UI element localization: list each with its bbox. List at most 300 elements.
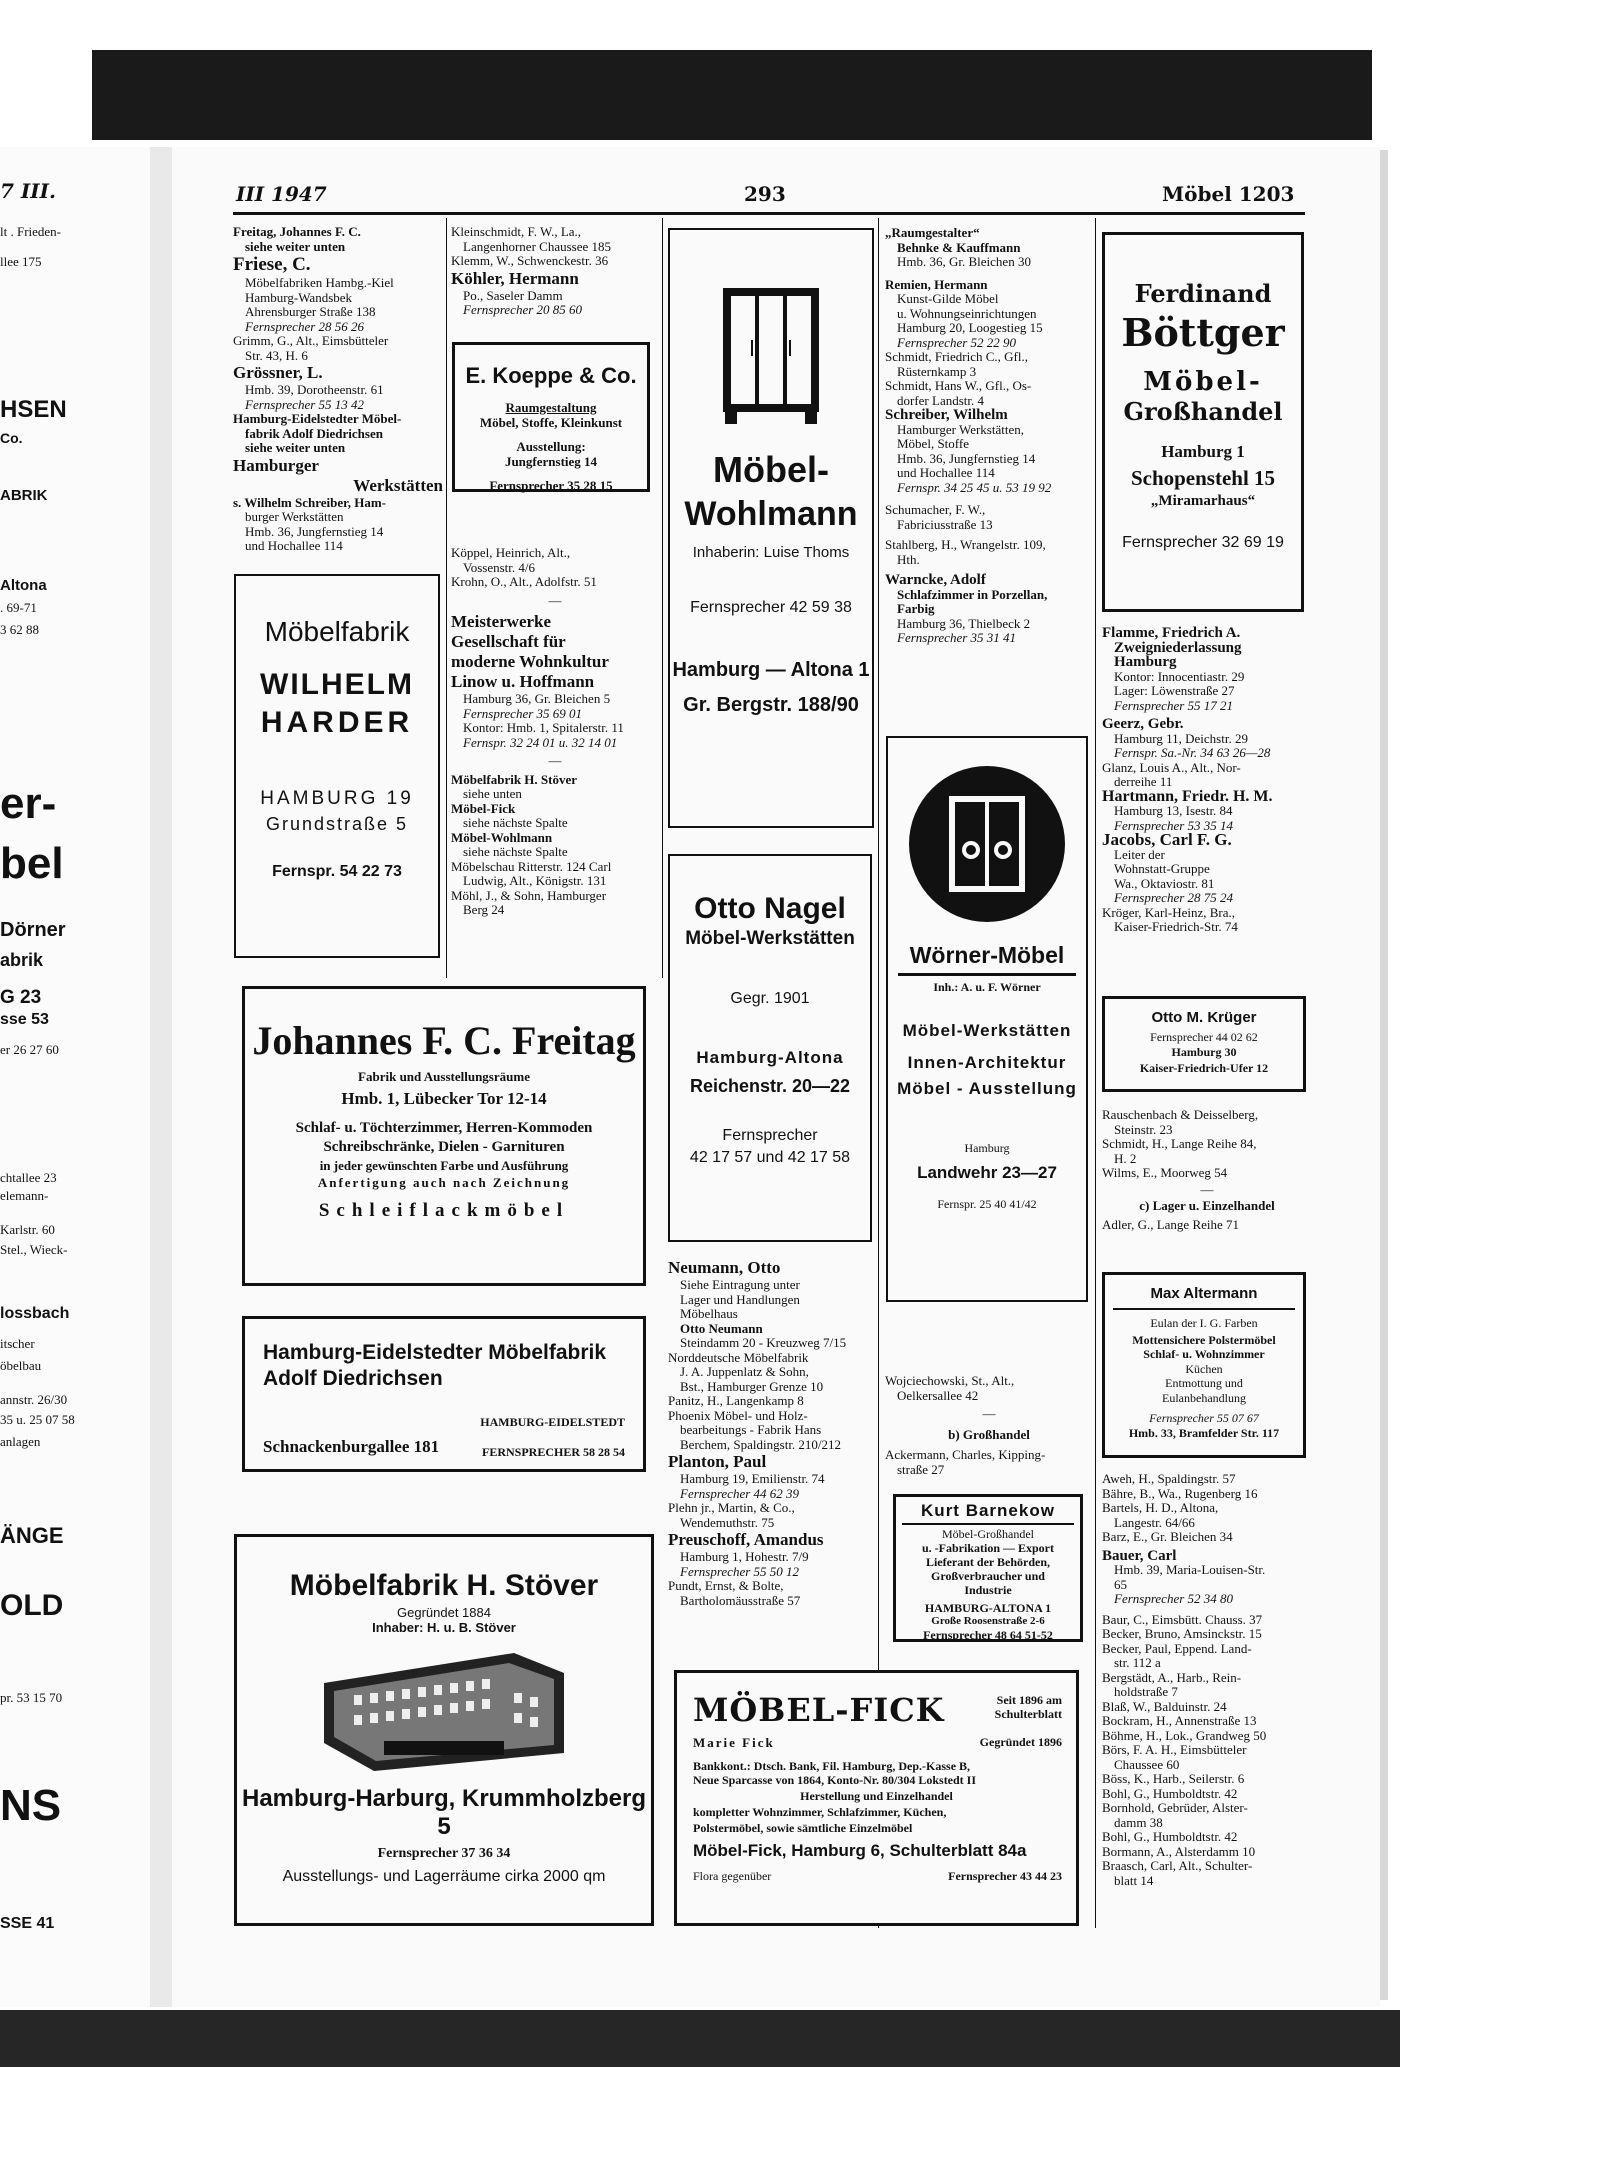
- ad-freitag-line: Schleiflackmöbel: [318, 1199, 570, 1221]
- entry: Hmb. 36, Gr. Bleichen 30: [897, 254, 1031, 269]
- entry: Linow u. Hoffmann: [451, 672, 595, 691]
- ad-fick-line: Herstellung und Einzelhandel: [800, 1789, 953, 1803]
- ad-diedrichsen-line: FERNSPRECHER 58 28 54: [481, 1445, 625, 1459]
- entry: holdstraße 7: [1114, 1684, 1178, 1699]
- entry: Fabriciusstraße 13: [897, 516, 993, 532]
- ad-harder-line: HARDER: [260, 706, 414, 739]
- entry: Wa., Oktaviostr. 81: [1114, 875, 1215, 891]
- entry: Rauschenbach & Deisselberg,: [1102, 1107, 1259, 1122]
- column-5-entries: [1102, 626, 1312, 935]
- entry: J. A. Juppenlatz & Sohn,: [680, 1364, 809, 1379]
- ad-woerner-line: Hamburg: [964, 1140, 1010, 1155]
- entry: Becker, Paul, Eppend. Land-: [1102, 1640, 1252, 1656]
- entry: Grimm, G., Alt., Eimsbütteler: [233, 333, 389, 348]
- ad-altermann-line: Max Altermann: [1150, 1285, 1258, 1302]
- entry: Hamburg 19, Emilienstr. 74: [680, 1471, 825, 1486]
- entry: Wendemuthstr. 75: [680, 1514, 775, 1530]
- ad-harder-line: WILHELM: [260, 668, 414, 701]
- entry: Flamme, Friedrich A.: [1102, 625, 1241, 641]
- entry: Steindamm 20 - Kreuzweg 7/15: [680, 1335, 847, 1350]
- entry: Möbelfabrik H. Stöver: [451, 771, 578, 787]
- entry: Möbelfabriken Hambg.-Kiel: [245, 275, 394, 290]
- entry: Hamburg 1, Hohestr. 7/9: [680, 1549, 809, 1564]
- entry: bearbeitungs - Fabrik Hans: [680, 1422, 822, 1437]
- ad-freitag-line: Fabrik und Ausstellungsräume: [358, 1069, 530, 1084]
- left-page-line: annstr. 26/30: [0, 1392, 68, 1407]
- entry: Möbel-Wohlmann: [451, 829, 553, 845]
- page-number: 293: [744, 182, 786, 206]
- page-edge: [1380, 150, 1388, 2000]
- page-header-right: Möbel 1203: [1162, 182, 1295, 206]
- entry: Möhl, J., & Sohn, Hamburger: [451, 887, 607, 903]
- entry: Freitag, Johannes F. C.: [233, 224, 361, 239]
- entry: c) Lager u. Einzelhandel: [1139, 1198, 1275, 1213]
- col-separator: [662, 218, 663, 978]
- ad-freitag-line: Schlaf- u. Töchterzimmer, Herren-Kommoden: [295, 1119, 593, 1136]
- ad-stoever-line: Ausstellungs- und Lagerräume cirka 2000 qm: [282, 1867, 606, 1885]
- entry: Fernsprecher 52 34 80: [1114, 1591, 1234, 1606]
- entry: Bähre, B., Wa., Rugenberg 16: [1102, 1485, 1258, 1501]
- left-page-line: Co.: [0, 430, 23, 446]
- entry: Hamburg-Wandsbek: [245, 289, 353, 305]
- entry: Aweh, H., Spaldingstr. 57: [1102, 1471, 1236, 1486]
- ad-boettger: [1102, 232, 1304, 612]
- column-2-entries-b: Köppel, Heinrich, Alt., Vossenstr. 4/6 Krohn, O., Alt., Adolfstr. 51 — Meisterwerke Gesellschaft für moderne Wohnkultur Linow u. Hoffmann Hamburg 36, Gr. Bleichen 5 Fernsprecher 35 69 01 Kontor: Hmb. 1, Spitalerstr. 11 Fernspr. 32 24 01 u. 32 14 01 — Möbelfabrik H. Stöver siehe unten Möbel-Fick siehe nächste Spalte Möbel-Wohlmann siehe nächste Spalte Möbelschau Ritterstr. 124 Carl Ludwig, Alt., Königstr. 131 Möhl, J., & Sohn, Hamburger Berg 24: [451, 546, 659, 918]
- ad-altermann-line: Küchen: [1185, 1361, 1223, 1376]
- left-page-line: G 23: [0, 987, 42, 1008]
- entry: Fernsprecher 28 75 24: [1114, 890, 1234, 905]
- entry: Fernsprecher 53 35 14: [1114, 817, 1234, 833]
- ad-fick-line: Marie Fick: [693, 1735, 775, 1750]
- entry: Lager: Löwenstraße 27: [1114, 683, 1235, 698]
- entry: Hartmann, Friedr. H. M.: [1102, 787, 1273, 805]
- left-page-line: HSEN: [0, 396, 67, 423]
- entry: Hamburg 36, Gr. Bleichen 5: [463, 691, 611, 706]
- ad-woerner-line: Landwehr 23—27: [917, 1163, 1057, 1182]
- entry: Bockram, H., Annenstraße 13: [1102, 1713, 1257, 1728]
- entry: fabrik Adolf Diedrichsen: [245, 425, 383, 441]
- ad-nagel-line: Möbel-Werkstätten: [685, 928, 855, 949]
- ad-barnekow-line: HAMBURG-ALTONA 1: [924, 1601, 1052, 1615]
- col-separator: [1095, 218, 1096, 1928]
- entry: u. Wohnungseinrichtungen: [897, 305, 1037, 321]
- ad-koeppe-line: Ausstellung:: [516, 439, 586, 454]
- ad-harder-line: Möbelfabrik: [264, 616, 410, 647]
- entry: Jacobs, Carl F. G.: [1102, 830, 1232, 849]
- entry: str. 112 a: [1114, 1655, 1161, 1670]
- ad-altermann-line: Eulanbehandlung: [1162, 1390, 1246, 1405]
- entry: siehe weiter unten: [245, 238, 346, 254]
- entry: Kaiser-Friedrich-Str. 74: [1114, 919, 1238, 934]
- ad-boettger-line: Schopenstehl 15: [1130, 466, 1276, 490]
- entry: Fernsprecher 55 17 21: [1114, 697, 1234, 713]
- ad-krueger-line: Hamburg 30: [1171, 1044, 1237, 1059]
- entry: Baur, C., Eimsbütt. Chauss. 37: [1102, 1611, 1263, 1627]
- entry: Plehn jr., Martin, & Co.,: [668, 1500, 795, 1515]
- ad-freitag-line: Hmb. 1, Lübecker Tor 12-14: [341, 1088, 547, 1108]
- left-page-line: elemann-: [0, 1188, 49, 1203]
- ad-altermann-line: Eulan der I. G. Farben: [1150, 1316, 1258, 1330]
- entry: Remien, Hermann: [885, 276, 988, 292]
- ad-diedrichsen: [242, 1316, 646, 1472]
- entry: Kontor: Innocentiastr. 29: [1114, 668, 1245, 684]
- ad-altermann-line: Fernsprecher 55 07 67: [1149, 1411, 1259, 1425]
- ad-woerner-line: Wörner-Möbel: [909, 942, 1065, 968]
- left-page-line: 3 62 88: [0, 622, 39, 637]
- entry: Barz, E., Gr. Bleichen 34: [1102, 1529, 1233, 1544]
- ad-barnekow-line: Industrie: [964, 1583, 1012, 1597]
- entry: Bergstädt, A., Harb., Rein-: [1102, 1669, 1242, 1685]
- entry: Leiter der: [1114, 846, 1165, 862]
- entry: Stahlberg, H., Wrangelstr. 109,: [885, 537, 1046, 552]
- ad-wohlmann-line: Inhaberin: Luise Thoms: [692, 544, 850, 561]
- entry: Kontor: Hmb. 1, Spitalerstr. 11: [463, 720, 624, 735]
- ad-woerner: [886, 736, 1088, 1302]
- entry: Köppel, Heinrich, Alt.,: [451, 545, 571, 560]
- entry: Preuschoff, Amandus: [668, 1530, 824, 1549]
- ad-barnekow-line: Lieferant der Behörden,: [925, 1555, 1051, 1569]
- ad-harder-line: Grundstraße 5: [265, 814, 409, 834]
- entry: Berg 24: [463, 902, 505, 917]
- ad-freitag-line: in jeder gewünschten Farbe und Ausführung: [319, 1157, 569, 1173]
- ad-woerner-line: Möbel - Ausstellung: [897, 1078, 1077, 1098]
- entry: Langenhorner Chaussee 185: [463, 238, 612, 254]
- entry: Schreiber, Wilhelm: [885, 407, 1008, 423]
- entry: Norddeutsche Möbelfabrik: [668, 1349, 809, 1365]
- left-page-line: Dörner: [0, 919, 66, 941]
- entry: Phoenix Möbel- und Holz-: [668, 1407, 808, 1423]
- entry: Steinstr. 23: [1114, 1121, 1173, 1137]
- entry: Str. 43, H. 6: [245, 347, 308, 363]
- entry: Bornhold, Gebrüder, Alster-: [1102, 1800, 1248, 1815]
- entry: Krohn, O., Alt., Adolfstr. 51: [451, 574, 597, 589]
- ad-boettger-line: Großhandel: [1123, 397, 1283, 426]
- ad-krueger-line: Otto M. Krüger: [1151, 1009, 1257, 1026]
- ad-wohlmann-line: Wohlmann: [684, 495, 858, 533]
- entry: Fernsprecher 55 50 12: [680, 1563, 800, 1579]
- entry: Hth.: [897, 551, 920, 567]
- entry: Po., Saseler Damm: [463, 287, 563, 303]
- entry: Fernsprecher 52 22 90: [897, 334, 1017, 350]
- column-4-entries-b: Wojciechowski, St., Alt., Oelkersallee 42 — b) Großhandel Ackermann, Charles, Kipping- straße 27: [885, 1374, 1093, 1477]
- scan-top-band: [92, 50, 1372, 140]
- ad-koeppe: [452, 342, 650, 492]
- entry: Hmb. 39, Maria-Louisen-Str.: [1114, 1562, 1266, 1577]
- entry: Hamburg 20, Loogestieg 15: [897, 320, 1043, 335]
- entry: straße 27: [897, 1461, 945, 1477]
- ad-wohlmann: [668, 228, 874, 828]
- ad-boettger-line: Ferdinand: [1134, 279, 1272, 308]
- left-page-line: anlagen: [0, 1434, 41, 1449]
- ad-wohlmann-line: Hamburg — Altona 1: [672, 659, 870, 681]
- entry: Fernsprecher 20 85 60: [463, 302, 583, 317]
- left-page: [0, 147, 175, 2007]
- ad-moebel-fick: [674, 1670, 1079, 1926]
- entry: dorfer Landstr. 4: [897, 392, 985, 408]
- entry: Börs, F. A. H., Eimsbütteler: [1102, 1742, 1247, 1757]
- ad-altermann-line: Hmb. 33, Bramfelder Str. 117: [1128, 1425, 1280, 1440]
- entry: Rüsternkamp 3: [897, 363, 977, 379]
- left-page-header: 7 III.: [0, 179, 56, 203]
- entry: Friese, C.: [233, 254, 311, 275]
- ad-diedrichsen-line: Hamburg-Eidelstedter Möbelfabrik: [263, 1341, 607, 1364]
- entry: Ackermann, Charles, Kipping-: [885, 1447, 1046, 1462]
- entry: Möbel-Fick: [451, 800, 516, 816]
- entry: Kröger, Karl-Heinz, Bra.,: [1102, 904, 1236, 920]
- column-5-entries-c: [1102, 1472, 1312, 1888]
- ad-nagel-line: Reichenstr. 20—22: [689, 1076, 851, 1096]
- left-page-line: chtallee 23: [0, 1170, 57, 1185]
- entry: Fernsprecher 44 62 39: [680, 1485, 800, 1501]
- left-page-line: Altona: [0, 577, 47, 594]
- ad-koeppe-line: Möbel, Stoffe, Kleinkunst: [479, 414, 623, 430]
- ad-wohlmann-line: Fernsprecher 42 59 38: [690, 599, 852, 616]
- entry: Fernspr. 34 25 45 u. 53 19 92: [897, 479, 1052, 495]
- entry: Werkstätten: [353, 475, 443, 495]
- ad-wohlmann-line: Möbel-: [713, 449, 829, 490]
- entry: Hamburg 36, Thielbeck 2: [897, 615, 1031, 631]
- entry: moderne Wohnkultur: [451, 652, 609, 671]
- entry: Hamburg: [1114, 654, 1177, 670]
- entry: Oelkersallee 42: [897, 1387, 979, 1403]
- ad-fick-name: MÖBEL-FICK: [693, 1691, 945, 1729]
- ad-harder-line: HAMBURG 19: [260, 788, 414, 809]
- entry: Fernsprecher 28 56 26: [245, 318, 365, 334]
- entry: Schlafzimmer in Porzellan,: [897, 586, 1048, 602]
- entry: Pundt, Ernst, & Bolte,: [668, 1578, 784, 1593]
- entry: und Hochallee 114: [897, 465, 995, 480]
- ad-harder: [234, 574, 440, 958]
- entry: damm 38: [1114, 1814, 1163, 1830]
- column-3-entries: [668, 1258, 876, 1608]
- ad-barnekow-line: Fernsprecher 48 64 51-52: [923, 1628, 1053, 1642]
- entry: Böss, K., Harb., Seilerstr. 6: [1102, 1771, 1245, 1786]
- ad-stoever-line: Fernsprecher 37 36 34: [377, 1846, 511, 1861]
- page-header-left: III 1947: [236, 182, 327, 206]
- column-5-entries-b: Rauschenbach & Deisselberg, Steinstr. 23 Schmidt, H., Lange Reihe 84, H. 2 Wilms, E., Moorweg 54 — c) Lager u. Einzelhandel Adler, G., Lange Reihe 71: [1102, 1108, 1312, 1232]
- ad-boettger-line: „Miramarhaus“: [1150, 493, 1256, 509]
- scan-bottom-band: [0, 2010, 1400, 2067]
- left-page-line: er-: [0, 779, 57, 828]
- ad-nagel: [668, 854, 872, 1242]
- ad-stoever-line: Inhaber: H. u. B. Stöver: [372, 1620, 516, 1635]
- ad-altermann-line: Mottensichere Polstermöbel: [1132, 1332, 1276, 1347]
- left-page-line: itscher: [0, 1336, 35, 1351]
- ad-nagel-line: Hamburg-Altona: [696, 1048, 844, 1067]
- entry: Hmb. 36, Jungfernstieg 14: [245, 523, 384, 539]
- entry: Planton, Paul: [668, 1452, 767, 1471]
- entry: H. 2: [1114, 1150, 1137, 1166]
- entry: Hamburger Werkstätten,: [897, 421, 1024, 437]
- entry: Hmb. 39, Dorotheenstr. 61: [245, 382, 384, 397]
- left-page-line: NS: [0, 1781, 62, 1830]
- header-rule: [233, 212, 1305, 215]
- ad-krueger-line: Kaiser-Friedrich-Ufer 12: [1139, 1061, 1269, 1075]
- entry: Kunst-Gilde Möbel: [897, 291, 999, 306]
- entry: Geerz, Gebr.: [1102, 716, 1184, 732]
- ad-diedrichsen-line: Schnackenburgallee 181: [263, 1437, 440, 1456]
- ad-koeppe-line: Jungfernstieg 14: [504, 453, 598, 469]
- ad-fick-line: Seit 1896 am: [996, 1693, 1062, 1707]
- left-page-line: ÄNGE: [0, 1523, 64, 1548]
- entry: Braasch, Carl, Alt., Schulter-: [1102, 1858, 1253, 1873]
- ad-altermann: [1102, 1272, 1306, 1458]
- entry: Ahrensburger Straße 138: [245, 304, 376, 319]
- entry: Wohnstatt-Gruppe: [1114, 861, 1210, 876]
- ad-fick-line: Fernsprecher 43 44 23: [948, 1869, 1062, 1883]
- ad-barnekow-line: Große Roosenstraße 2-6: [931, 1615, 1045, 1627]
- entry: Behnke & Kauffmann: [897, 239, 1021, 255]
- entry: Warncke, Adolf: [885, 572, 986, 588]
- wardrobe-circle-icon: [907, 764, 1067, 924]
- entry: Fernspr. 32 24 01 u. 32 14 01: [463, 734, 618, 750]
- column-4-entries: [885, 226, 1093, 646]
- entry: Lager und Handlungen: [680, 1291, 800, 1307]
- entry: Becker, Bruno, Amsinckstr. 15: [1102, 1626, 1262, 1641]
- entry: Hamburger: [233, 455, 319, 475]
- ad-fick-line: Polstermöbel, sowie sämtliche Einzelmöbel: [693, 1821, 913, 1835]
- ad-diedrichsen-line: Adolf Diedrichsen: [263, 1367, 443, 1390]
- column-1-entries: [233, 225, 443, 554]
- entry: Gesellschaft für: [451, 632, 566, 651]
- entry: Hamburg-Eidelstedter Möbel-: [233, 411, 402, 426]
- left-page-line: abrik: [0, 950, 44, 970]
- ad-nagel-line: Otto Nagel: [694, 892, 846, 925]
- entry: „Raumgestalter“: [885, 225, 980, 240]
- ad-nagel-line: Gegr. 1901: [730, 990, 810, 1007]
- left-page-line: OLD: [0, 1589, 64, 1622]
- entry: Möbelhaus: [680, 1306, 738, 1321]
- entry: Bauer, Carl: [1102, 1547, 1177, 1564]
- entry: Schmidt, H., Lange Reihe 84,: [1102, 1136, 1257, 1151]
- left-page-line: sse 53: [0, 1011, 49, 1028]
- entry: Ludwig, Alt., Königstr. 131: [463, 873, 607, 888]
- entry: b) Großhandel: [948, 1426, 1030, 1442]
- entry: Fernsprecher 55 13 42: [245, 396, 365, 412]
- column-2-entries: [451, 225, 659, 318]
- entry: Otto Neumann: [680, 1320, 763, 1336]
- left-page-line: ABRIK: [0, 487, 48, 504]
- ad-stoever-line: Hamburg-Harburg, Krummholzberg 5: [241, 1785, 646, 1840]
- ad-freitag: [242, 986, 646, 1286]
- ad-barnekow-line: Möbel-Großhandel: [942, 1527, 1034, 1541]
- ad-barnekow-line: u. -Fabrikation — Export: [921, 1541, 1054, 1555]
- col-separator: [446, 218, 447, 978]
- entry: Siehe Eintragung unter: [680, 1277, 800, 1292]
- left-page-line: Karlstr. 60: [0, 1222, 55, 1237]
- entry: Glanz, Louis A., Alt., Nor-: [1102, 759, 1241, 775]
- entry: Wilms, E., Moorweg 54: [1102, 1165, 1228, 1180]
- entry: Zweigniederlassung: [1114, 639, 1242, 656]
- entry: Hamburg 13, Isestr. 84: [1114, 803, 1233, 818]
- left-page-line: 35 u. 25 07 58: [0, 1412, 75, 1427]
- ad-freitag-line: Schreibschränke, Dielen - Garnituren: [323, 1138, 565, 1155]
- entry: Panitz, H., Langenkamp 8: [668, 1393, 804, 1408]
- entry: Bormann, A., Alsterdamm 10: [1102, 1843, 1256, 1859]
- entry: Schmidt, Hans W., Gfl., Os-: [885, 378, 1032, 393]
- left-page-line: llee 175: [0, 254, 42, 269]
- ad-koeppe-line: Raumgestaltung: [505, 400, 597, 415]
- ad-woerner-line: Innen-Architektur: [907, 1052, 1067, 1072]
- entry: s. Wilhelm Schreiber, Ham-: [233, 494, 386, 510]
- entry: Bartholomäusstraße 57: [680, 1592, 801, 1608]
- entry: siehe unten: [463, 786, 522, 801]
- entry: Adler, G., Lange Reihe 71: [1102, 1216, 1240, 1232]
- ad-fick-line: kompletter Wohnzimmer, Schlafzimmer, Küchen,: [693, 1805, 947, 1819]
- ad-boettger-line: Hamburg 1: [1161, 442, 1245, 461]
- entry: siehe weiter unten: [245, 440, 346, 455]
- ad-krueger-line: Fernsprecher 44 02 62: [1150, 1030, 1258, 1044]
- ad-krueger: [1102, 996, 1306, 1092]
- wardrobe-icon: [721, 286, 821, 426]
- ad-freitag-name: Johannes F. C. Freitag: [252, 1018, 636, 1063]
- entry: Neumann, Otto: [668, 1258, 781, 1277]
- left-page-line: SSE 41: [0, 1915, 55, 1932]
- entry: und Hochallee 114: [245, 538, 343, 553]
- ad-woerner-line: Inh.: A. u. F. Wörner: [933, 980, 1041, 994]
- left-page-line: lt . Frieden-: [0, 224, 62, 239]
- entry: Fernspr. Sa.-Nr. 34 63 26—28: [1114, 745, 1271, 760]
- left-page-line: Stel., Wieck-: [0, 1242, 68, 1257]
- entry: Möbelschau Ritterstr. 124 Carl: [451, 858, 612, 874]
- ad-nagel-line: 42 17 57 und 42 17 58: [689, 1149, 851, 1166]
- entry: siehe nächste Spalte: [463, 815, 568, 830]
- entry: Meisterwerke: [451, 612, 552, 631]
- entry: burger Werkstätten: [245, 509, 344, 524]
- ad-nagel-line: Fernsprecher: [722, 1127, 818, 1144]
- ad-wohlmann-line: Gr. Bergstr. 188/90: [683, 694, 859, 716]
- ad-woerner-line: Fernspr. 25 40 41/42: [937, 1197, 1037, 1211]
- ad-diedrichsen-line: HAMBURG-EIDELSTEDT: [480, 1415, 625, 1429]
- entry: Bohl, G., Humboldtstr. 42: [1102, 1829, 1238, 1844]
- left-page-line: . 69-71: [0, 600, 37, 615]
- ad-harder-line: Fernspr. 54 22 73: [272, 863, 402, 880]
- entry: Fernsprecher 35 31 41: [897, 630, 1017, 645]
- entry: Böhme, H., Lok., Grandweg 50: [1102, 1727, 1267, 1743]
- ad-barnekow-line: Großverbraucher und: [931, 1569, 1045, 1583]
- left-page-line: bel: [0, 839, 64, 888]
- entry: Klemm, W., Schwenckestr. 36: [451, 253, 609, 268]
- left-page-line: er 26 27 60: [0, 1042, 59, 1057]
- left-page-line: lossbach: [0, 1305, 70, 1322]
- ad-koeppe-line: Fernsprecher 35 28 15: [489, 478, 613, 493]
- left-page-line: öbelbau: [0, 1358, 42, 1373]
- entry: Köhler, Hermann: [451, 268, 579, 288]
- entry: 65: [1114, 1576, 1127, 1592]
- entry: blatt 14: [1114, 1872, 1154, 1888]
- entry: Hmb. 36, Jungfernstieg 14: [897, 450, 1036, 466]
- entry: Berchem, Spaldingstr. 210/212: [680, 1436, 842, 1452]
- factory-building-icon: [314, 1643, 574, 1773]
- ad-stoever-line: Gegründet 1884: [397, 1605, 491, 1620]
- entry: Langestr. 64/66: [1114, 1514, 1195, 1530]
- ad-woerner-line: Möbel-Werkstätten: [902, 1020, 1072, 1040]
- ad-barnekow: [893, 1494, 1083, 1642]
- entry: Wojciechowski, St., Alt.,: [885, 1373, 1015, 1388]
- ad-altermann-line: Entmottung und: [1165, 1376, 1243, 1390]
- ad-fick-line: Flora gegenüber: [693, 1869, 772, 1883]
- ad-boettger-line: Fernsprecher 32 69 19: [1122, 534, 1284, 551]
- entry: siehe nächste Spalte: [463, 844, 568, 859]
- entry: Fernsprecher 35 69 01: [463, 705, 583, 721]
- entry: Schmidt, Friedrich C., Gfl.,: [885, 349, 1028, 364]
- ad-stoever: [234, 1534, 654, 1926]
- ad-freitag-line: Anfertigung auch nach Zeichnung: [317, 1174, 571, 1190]
- entry: Hamburg 11, Deichstr. 29: [1114, 730, 1248, 746]
- ad-altermann-line: Schlaf- u. Wohnzimmer: [1143, 1347, 1265, 1361]
- ad-barnekow-name: Kurt Barnekow: [921, 1501, 1055, 1520]
- ad-fick-line: Bankkont.: Dtsch. Bank, Fil. Hamburg, Dep.-Kasse B,: [693, 1759, 971, 1773]
